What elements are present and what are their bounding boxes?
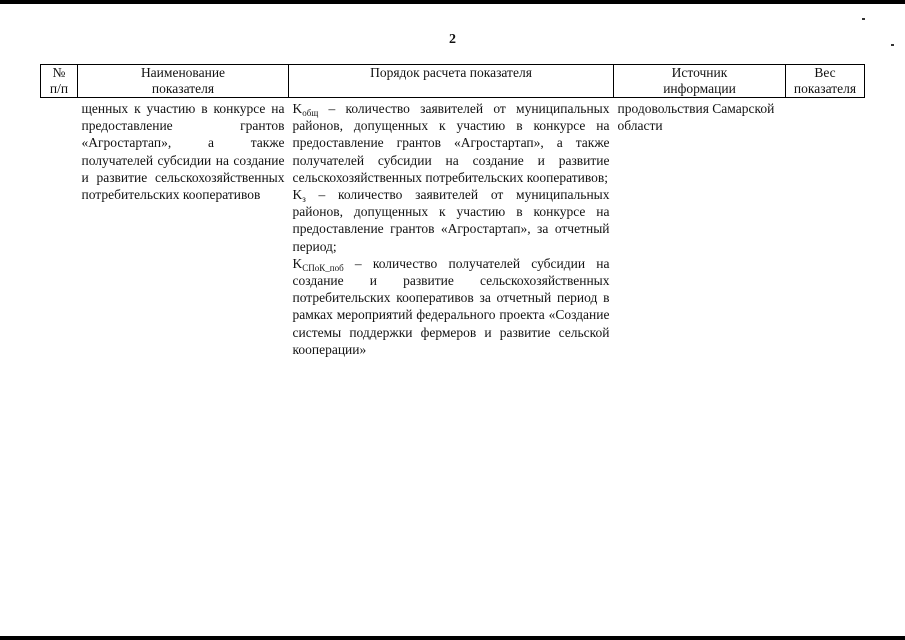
cell-indicator-weight xyxy=(786,98,865,359)
table-header-row xyxy=(41,65,865,98)
scan-speck xyxy=(862,18,865,20)
formula-paragraph: $K_з$ – количество заявителей от муниципальных районов, допущенных к участию в конкурсе на предоставление грантов «Агростартап», за отчетный период; xyxy=(292,187,610,254)
cell-calculation-method xyxy=(289,98,614,359)
scan-border-top xyxy=(0,0,905,4)
formula-symbol: $K_{общ}$ xyxy=(292,101,319,118)
header-number: № п/п xyxy=(41,65,78,98)
cell-number xyxy=(41,98,78,359)
scan-border-bottom xyxy=(0,636,905,640)
cell-information-source: продовольствия Самарской области xyxy=(617,101,775,134)
header-name: Наименование показателя xyxy=(78,65,289,98)
formula-symbol: $K_з$ xyxy=(292,187,306,205)
page-number: 2 xyxy=(449,32,456,47)
header-weight: Вес показателя xyxy=(786,65,865,98)
formula-paragraph: $K_{общ}$ – количество заявителей от муниципальных районов, допущенных к участию в конкурсе на предоставление грантов «Агростартап», а также получателей субсидии на создание и развитие сельскохозяйственных потребительских кооперативов; xyxy=(292,101,610,185)
formula-paragraph: $K_{СПоК\_поб}$ – количество получателей субсидии на создание и развитие сельскохозяйственных потребительских кооперативов за отчетный период в рамках мероприятий федерального проекта «Создание системы поддержки фермеров и развитие сельской кооперации» xyxy=(292,255,610,357)
header-source: Источник информации xyxy=(614,65,786,98)
header-formula: Порядок расчета показателя xyxy=(289,65,614,98)
formula-symbol: $K_{СПоК\_поб}$ xyxy=(292,255,344,273)
table-row xyxy=(41,98,865,359)
cell-indicator-name: щенных к участию в конкурсе на предоставление грантов «Агростартап», а также получателей субсидии на создание и развитие сельскохозяйственных потребительских кооперативов xyxy=(81,101,285,203)
indicators-table xyxy=(40,64,865,358)
